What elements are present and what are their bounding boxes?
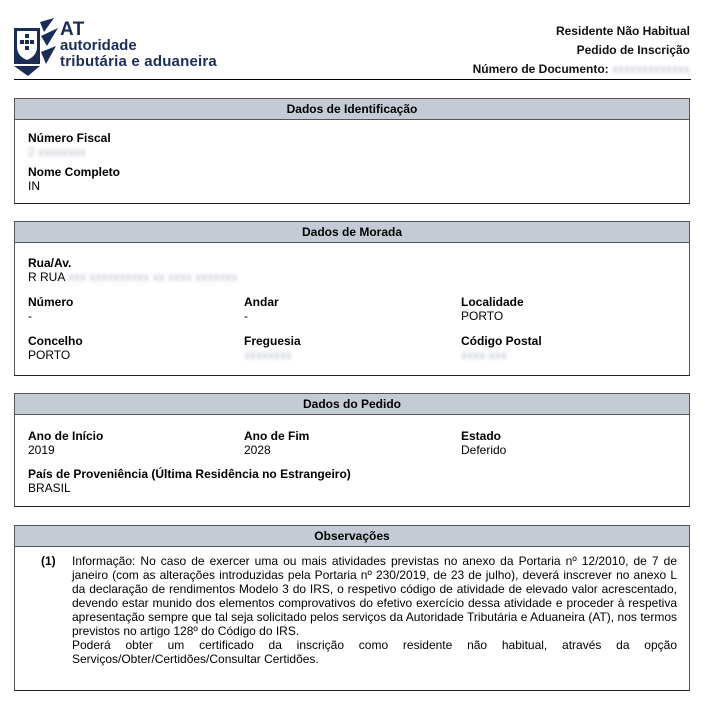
note-number: (1) (41, 554, 56, 568)
field-label: Número (28, 295, 74, 309)
field-codigo-postal (461, 334, 542, 362)
field-estado (461, 429, 506, 457)
field-value: IN (28, 179, 40, 193)
rua-redacted: xxx xxxxxxxxxx xx xxxx xxxxxxx (68, 270, 238, 284)
section-title: Observações (15, 526, 689, 547)
header-divider (14, 79, 691, 80)
field-label: Freguesia (244, 334, 301, 348)
field-value: xxxxxxxx (244, 348, 292, 362)
field-pais-proveniencia (28, 467, 351, 495)
section-title: Dados de Identificação (15, 99, 689, 120)
field-label: Número Fiscal (28, 131, 111, 145)
observacoes-body (41, 554, 677, 666)
field-value: PORTO (28, 348, 71, 362)
field-localidade (461, 295, 524, 323)
brand-at: AT (60, 19, 85, 40)
document-subtitle: Pedido de Inscrição (576, 43, 690, 57)
field-label: Ano de Fim (244, 429, 310, 443)
field-numero-fiscal (28, 131, 111, 159)
field-value: Deferido (461, 443, 507, 457)
field-nome-completo (28, 165, 120, 193)
field-numero (28, 295, 73, 323)
brand-name (60, 19, 217, 70)
field-label: Localidade (461, 295, 524, 309)
field-freguesia (244, 334, 301, 362)
field-rua (28, 256, 237, 284)
section-pedido (14, 393, 690, 507)
field-label: Andar (244, 295, 279, 309)
section-identificacao (14, 98, 690, 204)
brand-line1: autoridade (60, 37, 137, 54)
field-value: 2028 (244, 443, 271, 457)
field-value: 2 xxxxxxxx (28, 145, 87, 159)
note-paragraph: Poderá obter um certificado da inscrição como residente não habitual, através da opção Serviços/Obter/Certidões/Consultar Certidões. (72, 638, 677, 666)
section-title: Dados do Pedido (15, 394, 689, 415)
brand-line2: tributária e aduaneira (60, 53, 217, 70)
section-observacoes (14, 525, 690, 691)
field-label: País de Proveniência (Última Residência no Estrangeiro) (28, 467, 351, 481)
field-andar (244, 295, 279, 323)
field-value: xxxx-xxx (461, 348, 507, 362)
field-value: BRASIL (28, 481, 71, 495)
rua-visible: R RUA (28, 270, 65, 284)
field-label: Rua/Av. (28, 256, 72, 270)
document-number-value: xxxxxxxxxxxxx (612, 62, 690, 76)
document-type: Residente Não Habitual (555, 24, 690, 38)
field-label: Estado (461, 429, 502, 443)
document-header (0, 0, 701, 80)
at-logo-icon (14, 18, 58, 76)
field-value (28, 270, 237, 284)
field-ano-inicio (28, 429, 103, 457)
field-label: Código Postal (461, 334, 542, 348)
field-label: Concelho (28, 334, 83, 348)
field-value: - (244, 309, 248, 323)
field-label: Nome Completo (28, 165, 121, 179)
note-paragraph: Informação: No caso de exercer uma ou mais atividades previstas no anexo da Portaria nº 12/2010, de 7 de janeiro (com as alterações introduzidas pela Portaria nº 230/2019, de 23 de julho), deverá inscrever no anexo L da declaração de rendimentos Modelo 3 do IRS, o respetivo código de atividade de elevado valor acrescentado, devendo estar munido dos elementos comprovativos do efetivo exercício dessa atividade e proceder à respetiva apresentação sempre que tal seja solicitado pelos serviços da Autoridade Tributária e Aduaneira (AT), nos termos previstos no artigo 128º do Código do IRS. (72, 554, 677, 638)
field-label: Ano de Início (28, 429, 104, 443)
note-text (72, 554, 677, 666)
field-value: 2019 (28, 443, 55, 457)
field-concelho (28, 334, 83, 362)
section-morada (14, 221, 690, 376)
document-number-label: Número de Documento: (472, 62, 609, 76)
document-meta (473, 22, 690, 79)
field-value: PORTO (461, 309, 504, 323)
field-ano-fim (244, 429, 309, 457)
field-value: - (28, 309, 32, 323)
document-number-row (473, 60, 690, 79)
section-title: Dados de Morada (15, 222, 689, 243)
